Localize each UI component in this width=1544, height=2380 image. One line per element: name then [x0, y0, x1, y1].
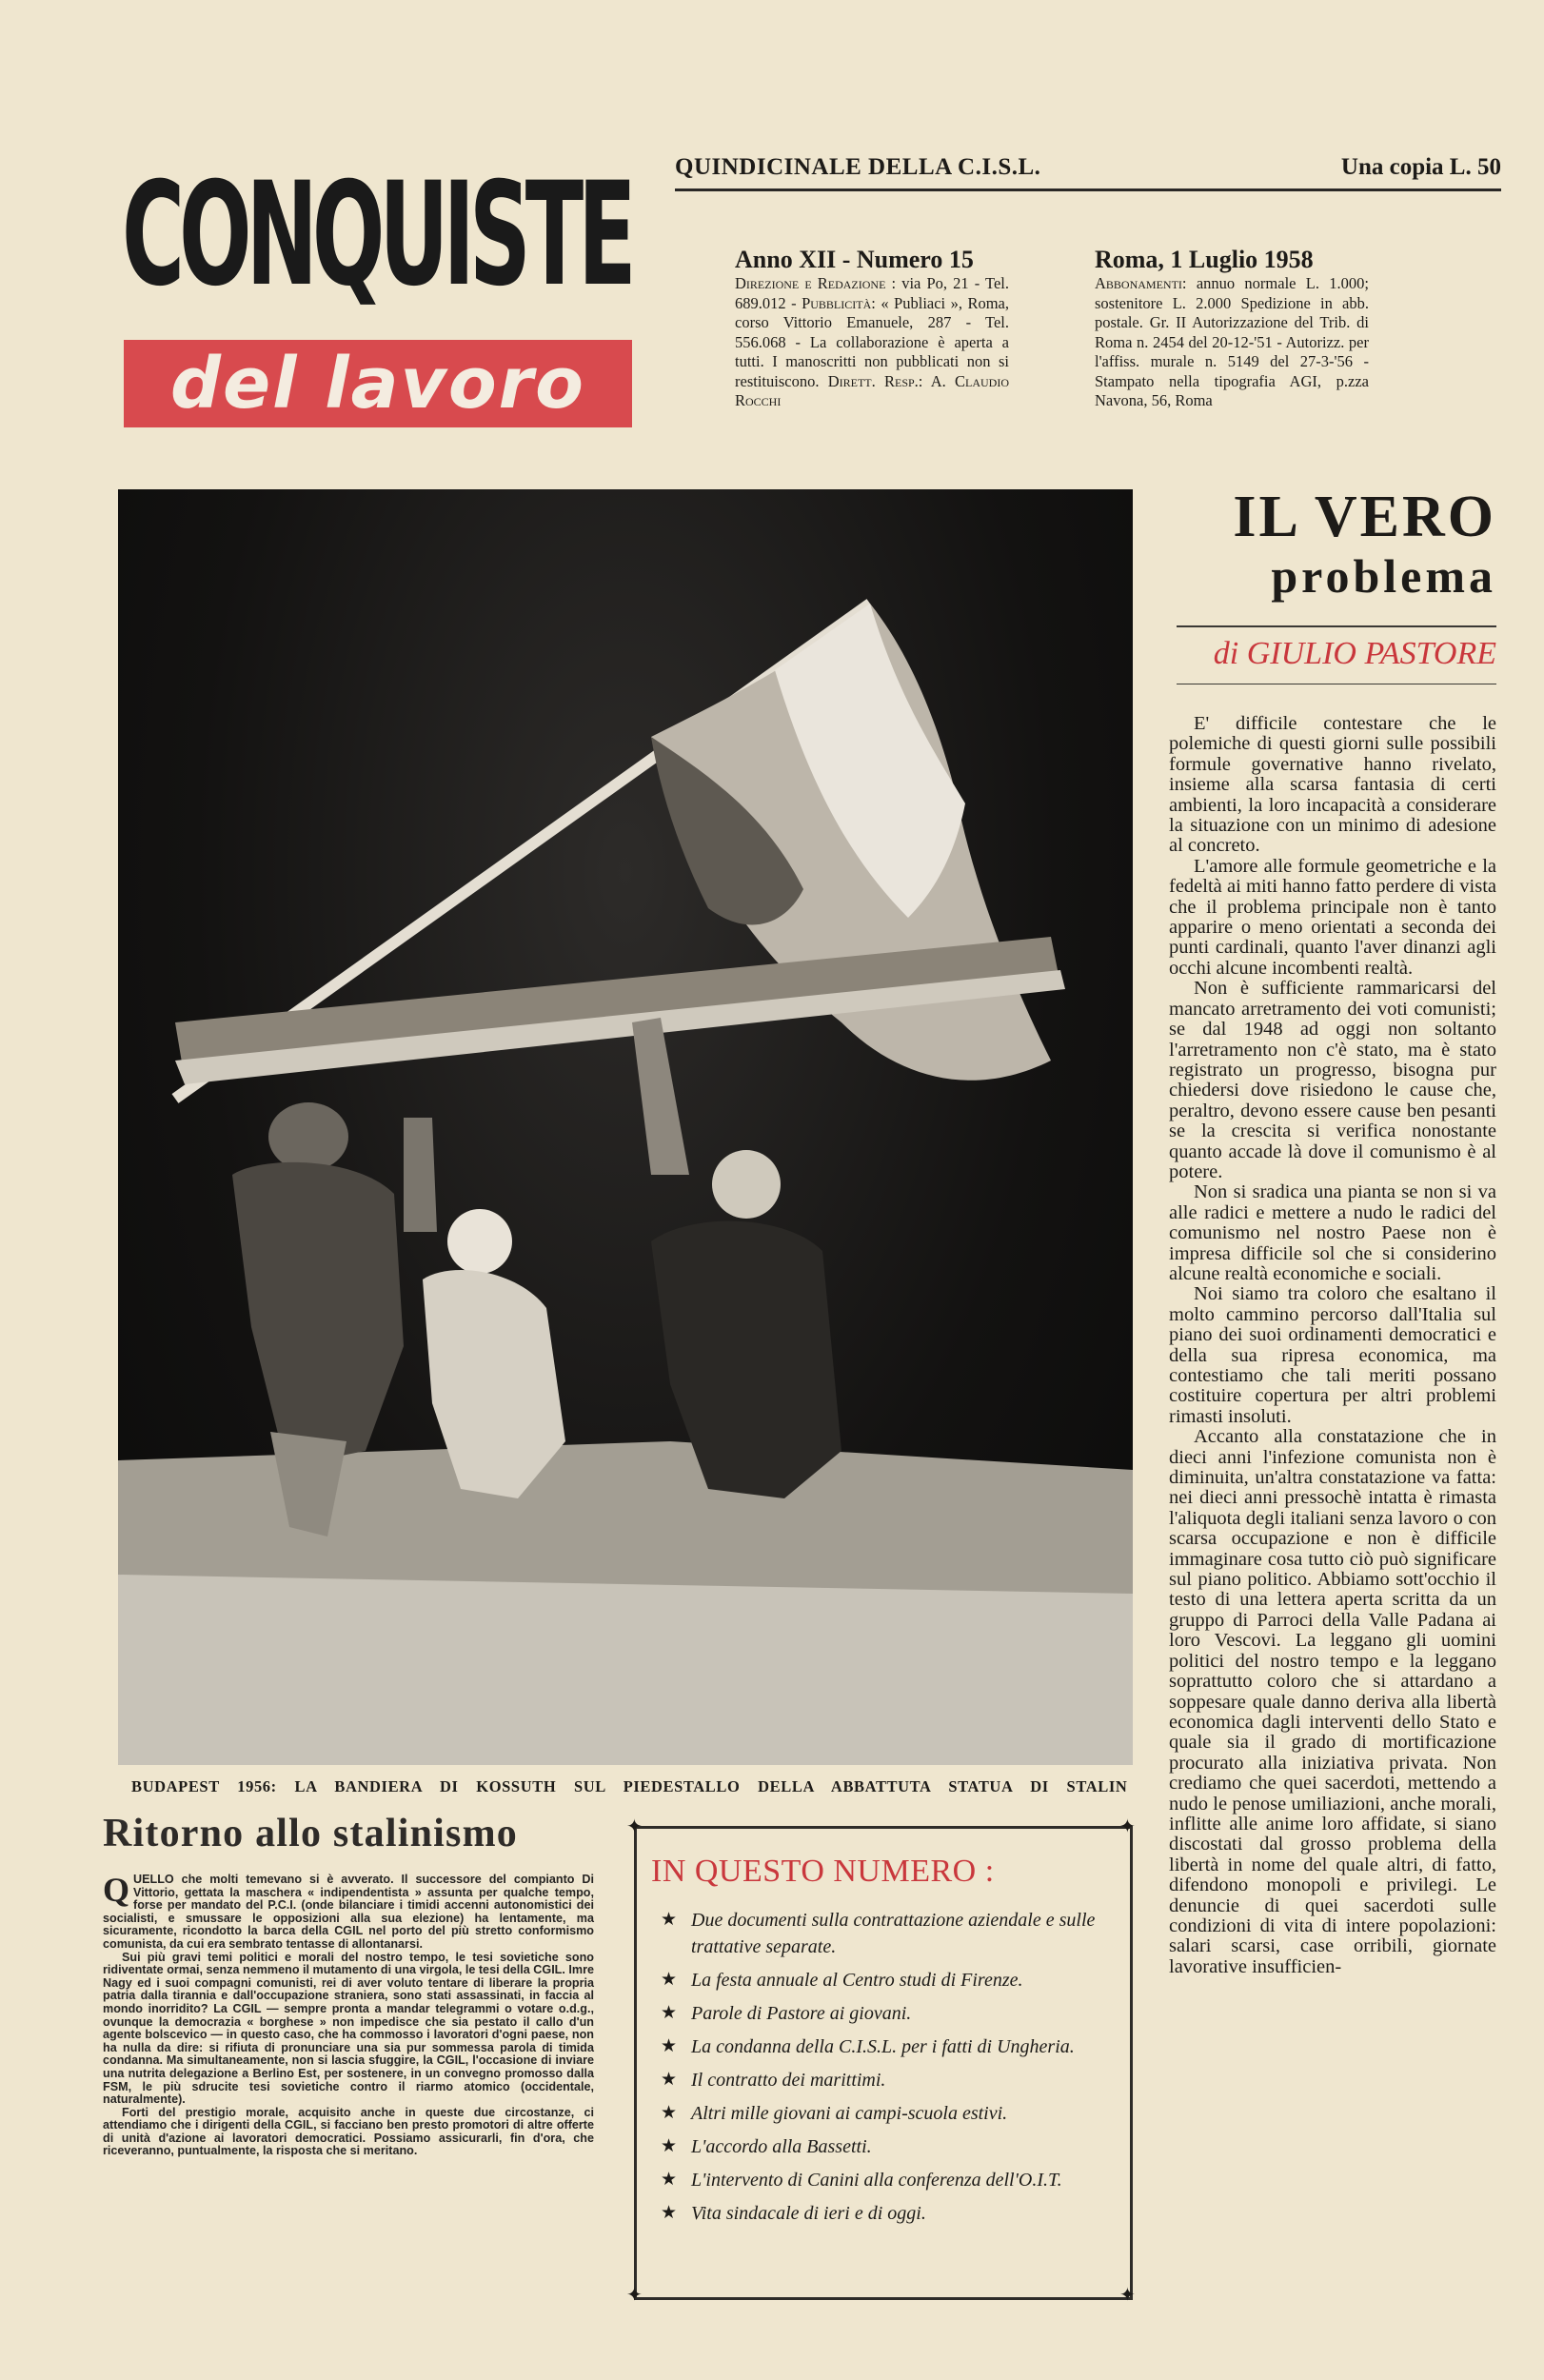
crowd — [232, 1018, 841, 1537]
issue-price: Una copia L. 50 — [1340, 154, 1501, 180]
contents-item-label: La festa annuale al Centro studi di Firenze. — [691, 1970, 1023, 1991]
star-icon: ★ — [661, 2203, 678, 2223]
direzione-label: Direzione e Redazione : — [735, 274, 897, 292]
contents-item[interactable] — [661, 2033, 1108, 2060]
contents-item[interactable] — [661, 2100, 1108, 2127]
feature-paragraph: E' difficile contestare che le polemiche di questi giorni sulle possibili formule governative hanno rivelato, insieme alla scarsa fantasia di certi ambienti, la loro incapacità a considerare la situazione con un minimo di adesione al concreto. — [1169, 714, 1496, 857]
pubblicita-text: « Publiaci », Roma, corso Vittorio Emanuele, 287 - Tel. 556.068 - La collaborazione è aperta a tutti. I manoscritti non pubblicati non si restituiscono. — [735, 293, 1009, 390]
left-article-headline: Ritorno allo stalinismo — [103, 1812, 518, 1855]
feature-paragraph: Non è sufficiente rammaricarsi del mancato arretramento dei voti comunisti; se dal 1948 ad oggi non soltanto l'arretramento non c'è stato, ma è stato registrato un progresso, bisogna pur chiedersi dove risiedono le cause che, peraltro, devono essere cause ben pesanti se la crescita si verifica nonostante quanto accade là dove il comunismo è al potere. — [1169, 978, 1496, 1182]
drop-cap: Q — [103, 1871, 130, 1909]
publication-frequency: QUINDICINALE DELLA C.I.S.L. — [675, 154, 1041, 180]
photo-illustration — [118, 489, 1133, 1765]
byline-rule-top — [1177, 625, 1496, 627]
left-article-paragraph: Sui più gravi temi politici e morali del nostro tempo, le tesi sovietiche sono ridiventate ormai, senza nemmeno il mutamento di una virgola, le tesi della CGIL. Imre Nagy ed i suoi compagni comunisti, rei di aver voluto tentare di liberare la propria patria dalla tirannia e dall'occupazione straniera, sono stati assassinati, in faccia al mondo inorridito? La CGIL — sempre pronta a mandar telegrammi o votare o.d.g., ovunque la democrazia « borghese » non impedisce che sia pestato il callo d'un agente bolscevico — in questo caso, che ha commosso i lavoratori d'ogni paese, non ha nulla da dire: si rifiuta di pronunciare una sia pur sommessa parola di timida condanna. Ma simultaneamente, non si lascia sfuggire, la CGIL, l'occasione di inviare una nutrita delegazione a Berlino Est, per sostenere, in un convegno promosso dalla FSM, le più sdrucite tesi sovietiche contro il riarmo atomico (occidentale, naturalmente). — [103, 1950, 594, 2107]
feature-body — [1169, 714, 1496, 2306]
contents-item[interactable] — [661, 1967, 1108, 1993]
star-icon: ★ — [661, 2170, 678, 2190]
feature-headline: IL VERO — [1233, 485, 1496, 549]
contents-item-label: L'accordo alla Bassetti. — [691, 2136, 872, 2157]
feature-headline-2: problema — [1271, 549, 1496, 603]
corner-star-icon: ✦ — [626, 2283, 643, 2306]
contents-item[interactable] — [661, 2000, 1108, 2027]
feature-byline: di GIULIO PASTORE — [1213, 636, 1496, 671]
feature-paragraph: L'amore alle formule geometriche e la fedeltà ai miti hanno fatto perdere di vista che il problema principale non è tanto apparire o meno orientati a seconda dei punti cardinali, quanto l'aver dinanzi agli occhi alcune incombenti realtà. — [1169, 855, 1496, 979]
contents-item[interactable] — [661, 2167, 1108, 2193]
subscription-info — [1095, 274, 1369, 411]
star-icon: ★ — [661, 2003, 678, 2023]
contents-item[interactable] — [661, 2067, 1108, 2093]
budapest-photo — [118, 489, 1133, 1765]
photo-caption: BUDAPEST 1956: LA BANDIERA DI KOSSUTH SUL PIEDESTALLO DELLA ABBATTUTA STATUA DI STALIN — [131, 1777, 1128, 1795]
left-article-lead: UELLO che molti temevano si è avverato. Il successore del compianto Di Vittorio, gettata la maschera « indipendentista » assunta per qualche tempo, forse per mandato del P.C.I. (onde bilanciare i timidi accenni autonomistici dei socialisti, e smussare le opposizioni alla sua elezione) ha lentamente, ma sicuramente, ricondotto la barca della CGIL nel porto del più stretto conformismo comunista, da cui era sembrato tentasse di allontanarsi. — [103, 1873, 594, 1951]
contents-item[interactable] — [661, 1907, 1108, 1960]
corner-star-icon: ✦ — [626, 1815, 643, 1837]
star-icon: ★ — [661, 2136, 678, 2156]
issue-number: Anno XII - Numero 15 — [735, 246, 974, 273]
left-article-paragraph — [103, 1871, 594, 1952]
contents-item-label: Due documenti sulla contrattazione aziendale e sulle trattative separate. — [691, 1910, 1096, 1957]
feature-paragraph: Noi siamo tra coloro che esaltano il molto cammino percorso dall'Italia sul piano dei suoi ordinamenti democratici e della sua ripresa economica, ma contestiamo che tali meriti possano costituire copertura per altri problemi rimasti insoluti. — [1169, 1283, 1496, 1427]
contents-item-label: L'intervento di Canini alla conferenza dell'O.I.T. — [691, 2170, 1062, 2191]
abbonamenti-label: Abbonamenti: — [1095, 274, 1187, 292]
contents-item-label: La condanna della C.I.S.L. per i fatti di Ungheria. — [691, 2036, 1075, 2057]
pedestal-front — [118, 1575, 1133, 1765]
editorial-info — [735, 274, 1009, 411]
corner-star-icon: ✦ — [1119, 2283, 1136, 2306]
masthead-subtitle: del lavoro — [124, 340, 632, 427]
contents-item[interactable] — [661, 2200, 1108, 2227]
masthead-title: CONQUISTE — [122, 152, 631, 318]
left-article-body — [103, 1871, 594, 2158]
contents-item-label: Vita sindacale di ieri e di oggi. — [691, 2203, 926, 2224]
issue-date: Roma, 1 Luglio 1958 — [1095, 246, 1314, 273]
corner-star-icon: ✦ — [1119, 1815, 1136, 1837]
contents-item-label: Altri mille giovani ai campi-scuola estivi. — [691, 2103, 1008, 2124]
contents-item-label: Parole di Pastore ai giovani. — [691, 2003, 912, 2024]
contents-list — [661, 1907, 1108, 2233]
direzione-text: via Po, 21 - Tel. 689.012 - — [735, 274, 1009, 312]
feature-paragraph: Accanto alla constatazione che in dieci anni l'infezione comunista non è diminuita, un'altra constatazione va fatta: nei dieci anni pressochè intatta è rimasta l'aliquota degli italiani senza lavoro o con scarsa occupazione e non è difficile immaginare cosa tutto ciò può significare sul piano politico. Abbiamo sott'occhio il testo di una lettera aperta scritta da un gruppo di Parroci della Valle Padana ai loro Vescovi. La leggano gli uomini politici del nostro tempo e la leggano soprattutto coloro che si attardano a soppesare quale danno deriva alla libertà economica dagli interventi dello Stato e quale sia il grado di mortificazione procurato alla iniziativa privata. Non crediamo che quei sacerdoti, mettendo a nudo le penose umiliazioni, anche morali, inflitte alle anime loro affidate, si siano discostati dal grosso problema della libertà in nome del quale altri, di fatto, difendono monopoli e privilegi. Le denuncie di quei sacerdoti sulle condizioni di vita di intere popolazioni: salari scarsi, case orribili, giornate lavorative insufficien- — [1169, 1426, 1496, 1977]
masthead-rule — [675, 188, 1501, 191]
contents-item-label: Il contratto dei marittimi. — [691, 2070, 886, 2091]
direttore-line: Dirett. Resp.: A. Claudio Rocchi — [735, 371, 1009, 409]
star-icon: ★ — [661, 1970, 678, 1990]
pubblicita-label: Pubblicità: — [802, 293, 876, 312]
star-icon: ★ — [661, 2070, 678, 2090]
contents-title: IN QUESTO NUMERO : — [651, 1854, 995, 1889]
star-icon: ★ — [661, 2103, 678, 2123]
feature-paragraph: Non si sradica una pianta se non si va alle radici e mettere a nudo le radici del comunismo nel nostro Paese non è impresa difficile sol che si considerino alcune realtà economiche e sociali. — [1169, 1181, 1496, 1284]
star-icon: ★ — [661, 1910, 678, 1930]
left-article-paragraph: Forti del prestigio morale, acquisito anche in queste due circostanze, ci attendiamo che i dirigenti della CGIL, si facciano ben presto promotori di altre offerte di unità d'azione ai lavoratori democratici. Possiamo assicurarli, fin d'ora, che riceveranno, puntualmente, la risposta che si meritano. — [103, 2105, 594, 2158]
star-icon: ★ — [661, 2036, 678, 2056]
contents-item[interactable] — [661, 2133, 1108, 2160]
abbonamenti-text: annuo normale L. 1.000; sostenitore L. 2.000 Spedizione in abb. postale. Gr. II Autorizzazione del Trib. di Roma n. 2454 del 20-12-'51 - Autorizz. per l'affiss. murale n. 5149 del 27-3-'56 - Stampato nella tipografia AGI, p.zza Navona, 56, Roma — [1095, 274, 1370, 409]
